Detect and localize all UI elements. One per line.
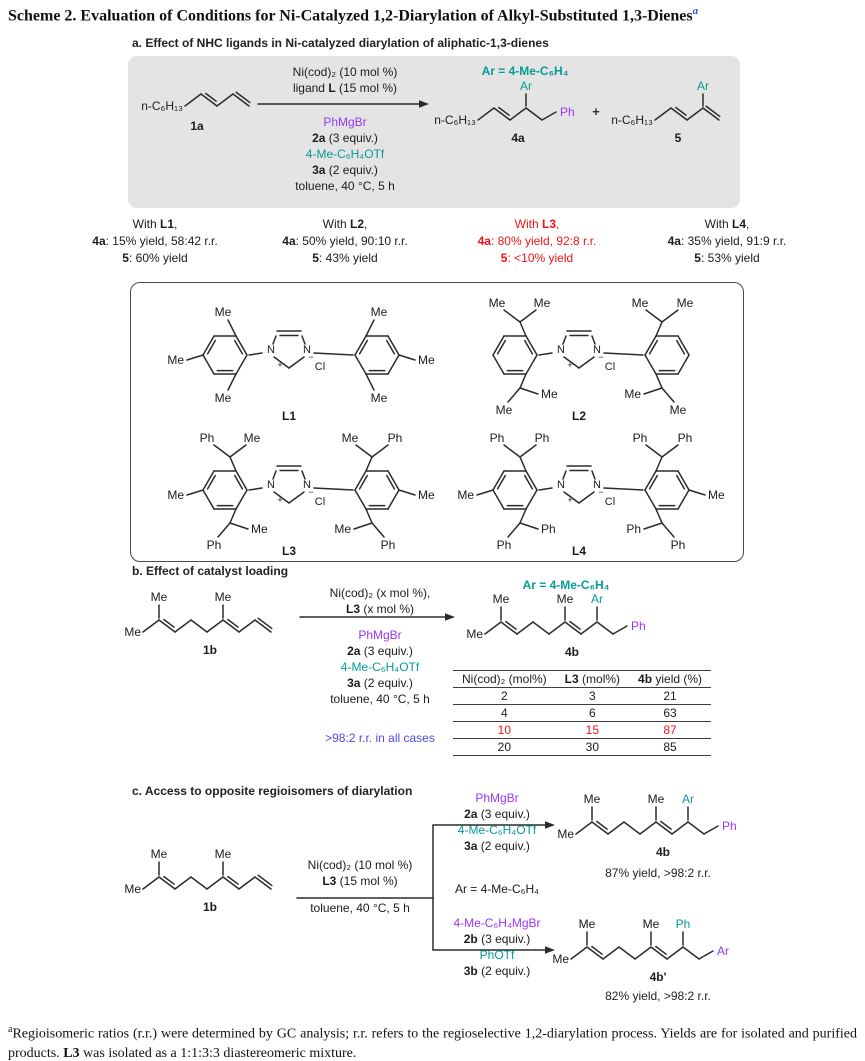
atom-label: N — [557, 479, 565, 491]
ar-definition-a: Ar = 4-Me-C₆H₄ — [481, 64, 569, 78]
atom-label: Me — [150, 847, 168, 861]
atom-label: Me — [557, 827, 574, 841]
text-segment: PhMgBr — [475, 791, 519, 805]
atom-label: Me — [214, 590, 232, 604]
condition-line — [290, 691, 470, 707]
result-column — [442, 216, 632, 267]
table-row — [453, 739, 711, 756]
condition-line — [290, 675, 470, 691]
atom-label: Me — [418, 353, 435, 367]
plus-sign: + — [592, 104, 600, 119]
atom-label: Me — [167, 353, 184, 367]
molecule-1b-sectionb — [125, 588, 310, 658]
text-segment: : 53% yield — [700, 251, 760, 265]
text-segment: , — [746, 217, 750, 231]
atom-label: N — [303, 479, 311, 491]
bond-lines — [187, 320, 415, 390]
text-segment: PhMgBr — [358, 628, 402, 642]
text-segment: Ni(cod)₂ (10 mol %) — [292, 65, 398, 79]
atom-label: Me — [647, 792, 665, 806]
atom-label: Ph — [632, 431, 648, 445]
condition-line — [255, 146, 435, 162]
ligand-label: L1 — [281, 409, 297, 423]
atom-label: 4a — [511, 131, 525, 145]
text-segment: (15 mol %) — [335, 81, 398, 95]
text-segment: L3 — [322, 874, 337, 888]
condition-line — [255, 114, 435, 130]
text-segment: 5 — [694, 251, 701, 265]
atom-label: − — [308, 487, 314, 497]
atom-label: 4b — [655, 845, 671, 859]
section-b-heading: b. Effect of catalyst loading — [132, 564, 289, 578]
atom-label: Ph — [496, 538, 512, 552]
atom-label: Ph — [626, 522, 641, 536]
atom-label: Me — [150, 590, 168, 604]
text-segment: : 80% yield, 92:8 r.r. — [490, 234, 597, 248]
atom-label: Me — [495, 403, 513, 417]
text-segment: : <10% yield — [507, 251, 574, 265]
catalyst-table-container — [453, 670, 711, 756]
result-column — [60, 216, 250, 267]
atom-label: Me — [243, 431, 261, 445]
ligand-label: L4 — [571, 544, 587, 558]
result-column — [632, 216, 822, 267]
text-segment: 3a — [312, 163, 326, 177]
atom-label: Me — [556, 592, 574, 606]
yield-4b-prime: 82% yield, >98:2 r.r. — [605, 989, 711, 1003]
text-segment: 2a — [464, 807, 478, 821]
bond-lines — [478, 94, 556, 120]
result-line — [250, 250, 440, 267]
ar-definition-b: Ar = 4-Me-C₆H₄ — [522, 578, 610, 592]
atom-label: Me — [418, 488, 435, 502]
bond-lines — [571, 932, 713, 959]
text-segment: 3a — [347, 676, 361, 690]
atom-label: 4b' — [649, 970, 667, 984]
bond-lines — [477, 445, 705, 537]
condition-line — [255, 162, 435, 178]
result-line — [632, 233, 822, 250]
text-segment: 4b — [638, 672, 653, 686]
text-segment: 4-Me-C₆H₄OTf — [340, 660, 420, 674]
atom-label: Ph — [541, 522, 556, 536]
result-line — [632, 216, 822, 233]
condition-line — [412, 790, 582, 806]
atom-label: Cl — [314, 496, 326, 508]
result-column — [250, 216, 440, 267]
text-segment: 3a — [464, 839, 478, 853]
atom-label: Ph — [380, 538, 396, 552]
footnote — [8, 1020, 857, 1061]
text-segment: (2 equiv.) — [360, 676, 413, 690]
title-footnote-marker: a — [692, 5, 699, 17]
ligand-label: L2 — [571, 409, 587, 423]
text-segment: , — [364, 217, 368, 231]
text-segment: (3 equiv.) — [360, 644, 413, 658]
branch-conditions-top — [412, 790, 582, 854]
text-segment: With — [704, 217, 732, 231]
conditions-above-a — [255, 64, 435, 96]
text-segment: L3 — [564, 672, 579, 686]
atom-label: N — [593, 479, 601, 491]
table-header-cell — [453, 671, 556, 688]
text-segment: With — [132, 217, 160, 231]
atom-label: Me — [341, 431, 359, 445]
text-segment: 4a — [477, 234, 491, 248]
result-line — [60, 250, 250, 267]
atom-label: Me — [642, 917, 660, 931]
footnote-segment: was isolated as a 1:1:3:3 diastereomeric mixture. — [79, 1046, 357, 1061]
conditions-above-b — [290, 585, 470, 617]
atom-label: Me — [583, 792, 601, 806]
text-segment: (mol%) — [578, 672, 621, 686]
text-segment: Ni(cod)₂ (mol%) — [462, 672, 547, 686]
text-segment: 5 — [122, 251, 129, 265]
atom-label: N — [593, 344, 601, 356]
text-segment: 2a — [312, 131, 326, 145]
result-line — [442, 233, 632, 250]
atom-label: N — [557, 344, 565, 356]
table-cell: 85 — [629, 739, 711, 756]
text-segment: 3b — [463, 964, 478, 978]
text-segment: 2b — [463, 932, 478, 946]
text-segment: Ni(cod)₂ (x mol %), — [329, 586, 431, 600]
table-header-cell — [629, 671, 711, 688]
atom-label: Me — [541, 387, 558, 401]
text-segment: : 50% yield, 90:10 r.r. — [295, 234, 408, 248]
atom-label: Me — [251, 522, 268, 536]
atom-label: Ph — [677, 431, 693, 445]
atom-label: 1a — [190, 119, 204, 133]
result-line — [632, 250, 822, 267]
atom-label: − — [598, 352, 604, 362]
scheme-title-text: Scheme 2. Evaluation of Conditions for Ni-Catalyzed 1,2-Diarylation of Alkyl-Substituted 1,3-Dienes — [8, 7, 693, 25]
result-line — [442, 216, 632, 233]
atom-label: Me — [552, 952, 569, 966]
atom-label: N — [267, 344, 275, 356]
text-segment: L2 — [349, 217, 364, 231]
table-cell: 6 — [556, 705, 629, 722]
atom-label: Me — [370, 391, 388, 405]
atom-label: + — [567, 495, 573, 505]
molecule-4b-sectionc — [558, 790, 768, 860]
atom-label: N — [303, 344, 311, 356]
condition-line — [255, 64, 435, 80]
atom-label: n-C₆H₁₃ — [434, 113, 476, 127]
atom-label: Ph — [560, 105, 575, 119]
text-segment: 4-Me-C₆H₄MgBr — [453, 916, 541, 930]
text-segment: With — [514, 217, 542, 231]
text-segment: (3 equiv.) — [477, 807, 530, 821]
atom-label: Me — [533, 296, 551, 310]
table-row — [453, 688, 711, 705]
atom-label: 4b — [564, 645, 580, 659]
text-segment: 2a — [347, 644, 361, 658]
atom-label: Ar — [697, 79, 709, 93]
yield-4b: 87% yield, >98:2 r.r. — [605, 866, 711, 880]
atom-label: Me — [214, 305, 232, 319]
atom-label: Ph — [675, 917, 691, 931]
atom-label: − — [308, 352, 314, 362]
atom-label: Me — [488, 296, 506, 310]
molecule-5 — [610, 76, 740, 146]
atom-label: n-C₆H₁₃ — [611, 113, 653, 127]
text-segment: (3 equiv.) — [477, 932, 531, 946]
bond-lines — [655, 94, 720, 120]
atom-label: 1b — [202, 643, 218, 657]
bond-lines — [187, 445, 415, 537]
atom-label: 5 — [674, 131, 682, 145]
result-line — [250, 233, 440, 250]
table-header-row — [453, 671, 711, 688]
atom-label: + — [277, 360, 283, 370]
ligand-box — [130, 282, 744, 562]
text-segment: >98:2 r.r. in all cases — [325, 731, 435, 745]
condition-line — [290, 659, 470, 675]
text-segment: 5 — [500, 251, 508, 265]
atom-label: Ar — [520, 79, 532, 93]
rr-note-b — [290, 730, 470, 746]
text-segment: yield (%) — [652, 672, 703, 686]
atom-label: Ar — [591, 592, 603, 606]
atom-label: 1b — [202, 900, 218, 914]
text-segment: L3 — [541, 217, 556, 231]
footnote-segment: Regioisomeric ratios (r.r.) were determined by GC analysis; r.r. refers to the regioselective 1,2-diarylation process. Yields are for isolated and purified products. — [8, 1026, 857, 1061]
table-cell: 20 — [453, 739, 556, 756]
atom-label: Ar — [717, 944, 729, 958]
condition-line — [290, 601, 470, 617]
atom-label: + — [277, 495, 283, 505]
atom-label: Cl — [604, 496, 616, 508]
atom-label: Ph — [670, 538, 686, 552]
atom-label: Me — [214, 847, 232, 861]
text-segment: 4a — [667, 234, 681, 248]
text-segment: (2 equiv.) — [477, 839, 530, 853]
molecule-4b-sectionb — [467, 590, 677, 660]
bond-lines — [576, 807, 718, 834]
table-cell: 10 — [453, 722, 556, 739]
condition-line — [290, 627, 470, 643]
atom-label: Me — [631, 296, 649, 310]
text-segment: ligand — [292, 81, 329, 95]
catalyst-loading-table — [453, 670, 711, 756]
text-segment: (3 equiv.) — [325, 131, 378, 145]
ligand-structure-L2 — [451, 291, 731, 423]
table-cell: 15 — [556, 722, 629, 739]
result-line — [442, 250, 632, 267]
atom-label: Me — [457, 488, 474, 502]
text-segment: toluene, 40 °C, 5 h — [310, 901, 410, 915]
atom-label: Me — [492, 592, 510, 606]
atom-label: − — [598, 487, 604, 497]
table-row — [453, 722, 711, 739]
condition-line — [290, 585, 470, 601]
reaction-box-a — [128, 56, 740, 208]
atom-label: Ph — [631, 619, 646, 633]
bond-lines — [143, 862, 272, 889]
atom-label: Cl — [604, 361, 616, 373]
atom-label: Ph — [722, 819, 737, 833]
text-segment: Ni(cod)₂ (10 mol %) — [307, 858, 413, 872]
atom-label: n-C₆H₁₃ — [141, 99, 183, 113]
text-segment: (2 equiv.) — [325, 163, 378, 177]
molecule-4a — [433, 76, 608, 146]
condition-line — [412, 806, 582, 822]
ligand-label: L3 — [281, 544, 297, 558]
ar-definition-c: Ar = 4-Me-C₆H₄ — [454, 882, 540, 896]
conditions-below-c — [275, 900, 445, 916]
text-segment: PhMgBr — [323, 115, 367, 129]
atom-label: Me — [214, 391, 232, 405]
table-cell: 3 — [556, 688, 629, 705]
text-segment: 5 — [312, 251, 319, 265]
text-segment: , — [556, 217, 560, 231]
text-segment: : 43% yield — [318, 251, 378, 265]
condition-line — [275, 900, 445, 916]
scheme-title — [8, 5, 860, 25]
ligand-structure-L1 — [161, 291, 441, 423]
atom-label: Ph — [534, 431, 550, 445]
result-line — [60, 233, 250, 250]
table-cell: 4 — [453, 705, 556, 722]
atom-label: Me — [124, 882, 141, 896]
text-segment: (x mol %) — [360, 602, 414, 616]
result-line — [250, 216, 440, 233]
condition-line — [290, 730, 470, 746]
condition-line — [290, 643, 470, 659]
text-segment: : 60% yield — [128, 251, 188, 265]
text-segment: , — [174, 217, 178, 231]
atom-label: Me — [124, 625, 141, 639]
atom-label: Me — [708, 488, 725, 502]
atom-label: Cl — [314, 361, 326, 373]
bond-lines — [143, 605, 272, 632]
atom-label: Me — [167, 488, 184, 502]
table-row — [453, 705, 711, 722]
atom-label: Me — [676, 296, 694, 310]
table-cell: 87 — [629, 722, 711, 739]
text-segment: L4 — [731, 217, 746, 231]
atom-label: Me — [334, 522, 351, 536]
text-segment: 4a — [92, 234, 106, 248]
atom-label: Ph — [387, 431, 403, 445]
text-segment: (2 equiv.) — [477, 964, 531, 978]
condition-line — [275, 857, 445, 873]
footnote-segment: L3 — [63, 1046, 80, 1061]
atom-label: N — [267, 479, 275, 491]
result-line — [60, 216, 250, 233]
table-cell: 63 — [629, 705, 711, 722]
footnote-marker: a — [8, 1024, 13, 1035]
text-segment: toluene, 40 °C, 5 h — [295, 179, 395, 193]
molecule-4b-prime — [553, 915, 763, 985]
ligand-structure-L3 — [161, 426, 441, 558]
text-segment: PhOTf — [479, 948, 515, 962]
ligand-structure-L4 — [451, 426, 731, 558]
text-segment: (15 mol %) — [336, 874, 398, 888]
table-cell: 21 — [629, 688, 711, 705]
atom-label: Ph — [199, 431, 215, 445]
text-segment: : 35% yield, 91:9 r.r. — [680, 234, 787, 248]
atom-label: Ar — [682, 792, 694, 806]
table-cell: 30 — [556, 739, 629, 756]
text-segment: L3 — [345, 602, 360, 616]
table-header-cell — [556, 671, 629, 688]
bond-lines — [185, 92, 250, 106]
atom-label: Me — [466, 627, 483, 641]
atom-label: Ph — [489, 431, 505, 445]
text-segment: 4-Me-C₆H₄OTf — [457, 823, 537, 837]
text-segment: With — [322, 217, 350, 231]
table-cell: 2 — [453, 688, 556, 705]
atom-label: + — [567, 360, 573, 370]
bond-lines — [485, 607, 627, 634]
bond-lines — [493, 310, 689, 402]
conditions-below-a — [255, 114, 435, 194]
text-segment: 4-Me-C₆H₄OTf — [305, 147, 385, 161]
conditions-below-b — [290, 627, 470, 707]
atom-label: Ph — [206, 538, 222, 552]
reaction-arrow — [258, 96, 438, 112]
atom-label: Me — [669, 403, 687, 417]
molecule-1a — [140, 74, 270, 134]
section-c-heading: c. Access to opposite regioisomers of diarylation — [132, 784, 413, 798]
text-segment: 4a — [282, 234, 296, 248]
text-segment: L1 — [159, 217, 174, 231]
atom-label: Me — [578, 917, 596, 931]
text-segment: toluene, 40 °C, 5 h — [330, 692, 430, 706]
condition-line — [255, 130, 435, 146]
section-a-heading: a. Effect of NHC ligands in Ni-catalyzed diarylation of aliphatic-1,3-dienes — [132, 36, 549, 50]
condition-line — [255, 178, 435, 194]
atom-label: Me — [624, 387, 641, 401]
text-segment: L — [328, 81, 336, 95]
text-segment: : 15% yield, 58:42 r.r. — [105, 234, 218, 248]
condition-line — [255, 80, 435, 96]
footnote-text — [8, 1027, 857, 1061]
atom-label: Me — [370, 305, 388, 319]
